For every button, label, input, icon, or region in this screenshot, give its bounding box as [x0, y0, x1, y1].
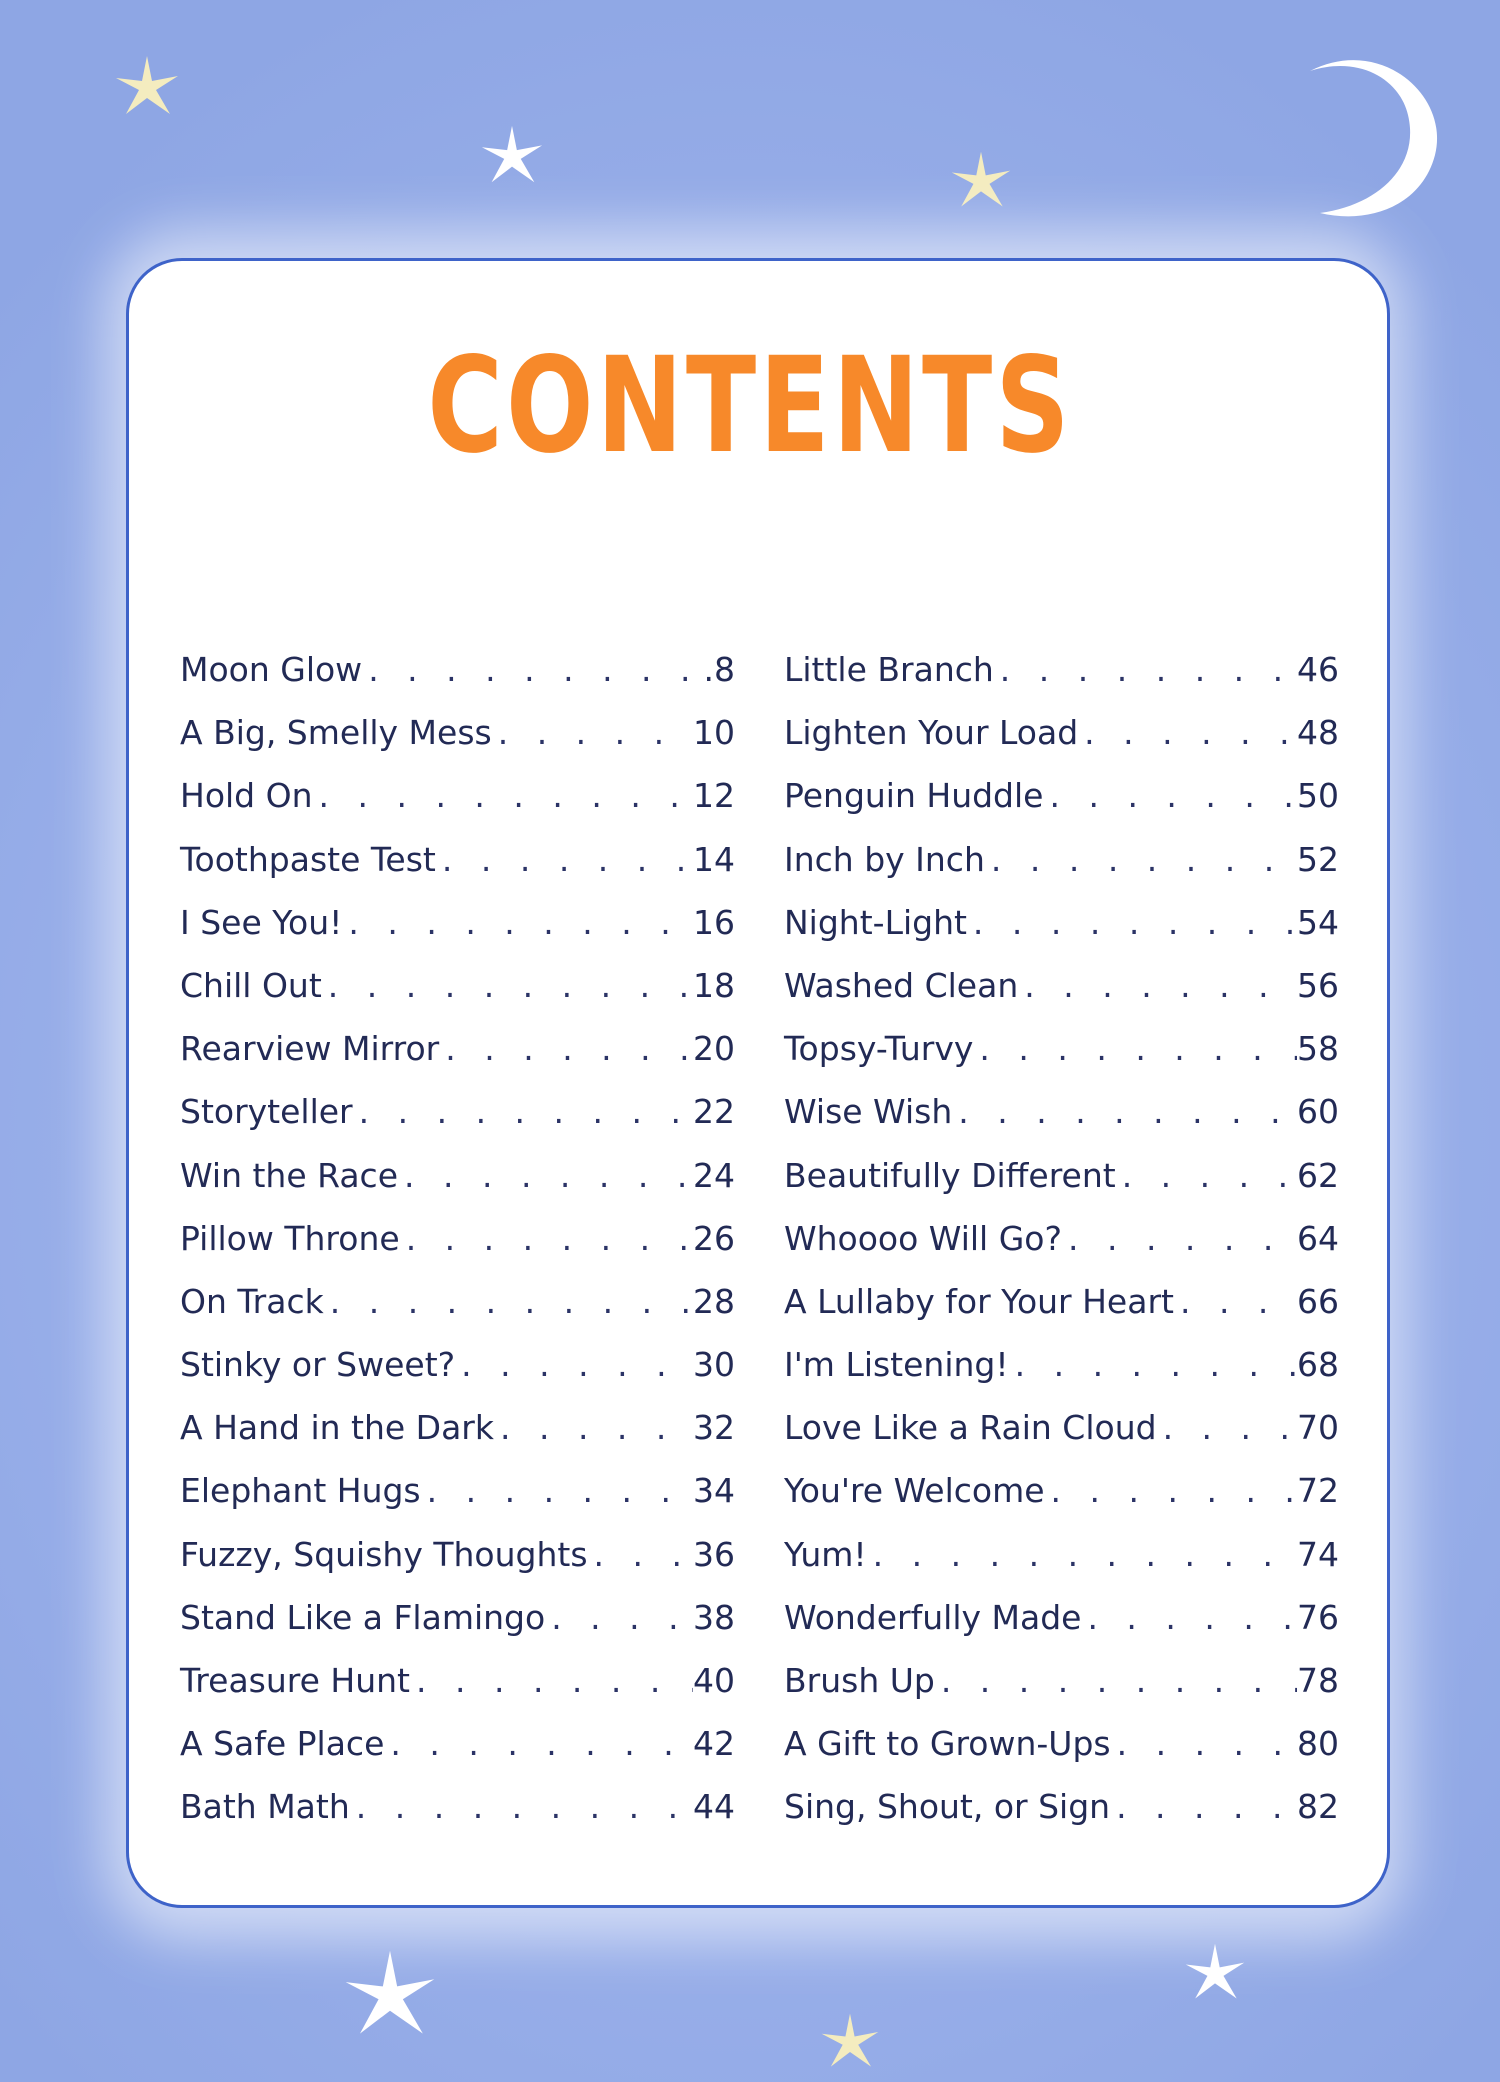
toc-entry — [784, 1535, 1339, 1598]
toc-leader-dots — [324, 1282, 693, 1321]
toc-leader-dots — [994, 650, 1297, 689]
toc-entry-page: 62 — [1297, 1155, 1339, 1195]
star-icon — [1182, 1940, 1248, 2006]
toc-entry — [180, 966, 735, 1029]
toc-entry — [180, 1787, 735, 1850]
star-icon — [112, 52, 182, 122]
toc-entry-page: 68 — [1297, 1345, 1339, 1385]
toc-entry-title: A Gift to Grown-Ups — [784, 1724, 1111, 1764]
toc-entry-page: 46 — [1297, 650, 1339, 689]
toc-leader-dots — [1078, 713, 1297, 752]
toc-entry-page: 52 — [1297, 839, 1339, 879]
toc-leader-dots — [1043, 776, 1297, 815]
toc-leader-dots — [410, 1661, 693, 1700]
toc-entry-title: Inch by Inch — [784, 839, 985, 879]
toc-leader-dots — [313, 776, 694, 815]
toc-entry-title: A Safe Place — [180, 1724, 385, 1764]
toc-leader-dots — [342, 903, 693, 942]
toc-entry-title: Fuzzy, Squishy Thoughts — [180, 1534, 588, 1574]
toc-leader-dots — [935, 1661, 1297, 1700]
toc-entry — [784, 713, 1339, 776]
toc-entry-title: Night-Light — [784, 902, 967, 942]
toc-leader-dots — [1174, 1282, 1297, 1321]
toc-leader-dots — [588, 1535, 693, 1574]
toc-entry-title: Pillow Throne — [180, 1218, 400, 1258]
toc-entry-title: Whoooo Will Go? — [784, 1218, 1062, 1258]
toc-entry-title: Beautifully Different — [784, 1155, 1116, 1195]
toc-entry-title: A Big, Smelly Mess — [180, 713, 492, 753]
toc-entry — [180, 1092, 735, 1155]
toc-entry-title: Topsy-Turvy — [784, 1029, 974, 1069]
toc-entry-page: 80 — [1297, 1724, 1339, 1764]
toc-leader-dots — [362, 650, 703, 689]
toc-leader-dots — [1081, 1598, 1297, 1637]
toc-leader-dots — [492, 713, 693, 752]
toc-leader-dots — [455, 1345, 693, 1384]
toc-entry-page: 56 — [1297, 965, 1339, 1005]
toc-entry-title: Moon Glow — [180, 650, 363, 689]
toc-entry-page: 64 — [1297, 1218, 1339, 1258]
toc-leader-dots — [967, 903, 1297, 942]
toc-entry-title: Wise Wish — [784, 1092, 953, 1132]
toc-entry — [180, 1535, 735, 1598]
toc-entry — [784, 1092, 1339, 1155]
toc-leader-dots — [1045, 1471, 1297, 1510]
toc-entry-page: 30 — [693, 1345, 735, 1385]
toc-entry-title: Brush Up — [784, 1661, 935, 1700]
toc-leader-dots — [439, 1029, 693, 1068]
toc-entry-page: 58 — [1297, 1029, 1339, 1069]
toc-entry-page: 42 — [693, 1724, 735, 1764]
toc-entry — [784, 1724, 1339, 1787]
toc-entry — [784, 1029, 1339, 1092]
toc-entry — [784, 1408, 1339, 1471]
toc-entry-title: Hold On — [180, 776, 313, 816]
toc-entry-page: 66 — [1297, 1281, 1339, 1321]
star-icon — [478, 122, 546, 190]
toc-column-left — [180, 650, 735, 1851]
toc-entry-page: 10 — [693, 713, 735, 753]
toc-entry — [784, 1471, 1339, 1534]
toc-leader-dots — [952, 1092, 1297, 1131]
toc-entry — [180, 1282, 735, 1345]
toc-entry-page: 14 — [693, 839, 735, 879]
toc-entry — [784, 903, 1339, 966]
toc-entry-title: Yum! — [784, 1534, 867, 1574]
toc-leader-dots — [436, 840, 693, 879]
toc-entry — [180, 1219, 735, 1282]
toc-entry — [180, 1029, 735, 1092]
toc-leader-dots — [985, 840, 1297, 879]
toc-entry-title: Lighten Your Load — [784, 713, 1079, 753]
toc-entry-page: 20 — [693, 1029, 735, 1069]
toc-leader-dots — [1116, 1156, 1297, 1195]
toc-leader-dots — [350, 1787, 693, 1826]
toc-entry-page: 40 — [693, 1661, 735, 1700]
toc-entry-title: Rearview Mirror — [180, 1029, 440, 1069]
toc-entry-title: On Track — [180, 1281, 324, 1321]
toc-entry-page: 24 — [693, 1155, 735, 1195]
toc-leader-dots — [398, 1156, 693, 1195]
toc-entry-page: 44 — [693, 1787, 735, 1827]
toc-entry-title: Little Branch — [784, 650, 994, 689]
toc-entry-title: Elephant Hugs — [180, 1471, 421, 1511]
toc-entry-page: 72 — [1297, 1471, 1339, 1511]
toc-entry — [784, 650, 1339, 713]
star-icon — [340, 1945, 440, 2045]
toc-entry-title: Chill Out — [180, 965, 322, 1005]
toc-entry-title: Stand Like a Flamingo — [180, 1597, 546, 1637]
toc-leader-dots — [494, 1408, 693, 1447]
toc-entry — [180, 713, 735, 776]
toc-entry-title: I See You! — [180, 902, 343, 942]
toc-leader-dots — [421, 1471, 693, 1510]
toc-entry — [784, 966, 1339, 1029]
toc-entry — [784, 1219, 1339, 1282]
toc-leader-dots — [1009, 1345, 1297, 1384]
toc-entry-title: Win the Race — [180, 1155, 398, 1195]
toc-entry — [180, 1408, 735, 1471]
toc-entry-page: .8 — [703, 650, 735, 689]
toc-leader-dots — [1111, 1724, 1297, 1763]
toc-entry-page: 12 — [693, 776, 735, 816]
toc-leader-dots — [867, 1535, 1297, 1574]
toc-entry-title: Stinky or Sweet? — [180, 1345, 456, 1385]
toc-entry-page: 54 — [1297, 902, 1339, 942]
page-title: CONTENTS — [427, 329, 1073, 483]
toc-entry-page: 74 — [1297, 1534, 1339, 1574]
toc-entry-page: 22 — [693, 1092, 735, 1132]
toc-entry-page: 70 — [1297, 1408, 1339, 1448]
toc-leader-dots — [1110, 1787, 1297, 1826]
toc-entry — [180, 776, 735, 839]
toc-leader-dots — [400, 1219, 693, 1258]
toc-entry-title: Treasure Hunt — [180, 1661, 411, 1700]
toc-entry — [784, 776, 1339, 839]
toc-entry-title: Penguin Huddle — [784, 776, 1044, 816]
toc-leader-dots — [1018, 966, 1297, 1005]
toc-entry-title: You're Welcome — [784, 1471, 1045, 1511]
toc-entry — [784, 840, 1339, 903]
toc-entry-title: Wonderfully Made — [784, 1597, 1082, 1637]
star-icon — [948, 148, 1014, 214]
toc-entry — [784, 1598, 1339, 1661]
toc-entry — [180, 1598, 735, 1661]
toc-leader-dots — [384, 1724, 693, 1763]
toc-entry-page: 28 — [693, 1281, 735, 1321]
toc-leader-dots — [1157, 1408, 1297, 1447]
toc-entry — [784, 1787, 1339, 1850]
toc-entry — [180, 1471, 735, 1534]
toc-entry-page: 76 — [1297, 1597, 1339, 1637]
toc-entry — [180, 840, 735, 903]
toc-entry-page: 26 — [693, 1218, 735, 1258]
toc-entry-title: Love Like a Rain Cloud — [784, 1408, 1157, 1448]
toc-leader-dots — [353, 1092, 693, 1131]
toc-entry-title: A Hand in the Dark — [180, 1408, 494, 1448]
toc-column-right — [784, 650, 1339, 1851]
toc-entry-title: Storyteller — [180, 1092, 353, 1132]
toc-entry — [784, 1156, 1339, 1219]
toc-entry-page: 48 — [1297, 713, 1339, 753]
toc-entry — [784, 1345, 1339, 1408]
toc-leader-dots — [545, 1598, 693, 1637]
toc-entry — [180, 1345, 735, 1408]
toc-entry-page: 32 — [693, 1408, 735, 1448]
toc-entry-page: 60 — [1297, 1092, 1339, 1132]
toc-entry-title: I'm Listening! — [784, 1345, 1009, 1385]
toc-entry — [180, 1156, 735, 1219]
toc-entry-page: 50 — [1297, 776, 1339, 816]
toc-entry — [784, 1661, 1339, 1724]
toc-leader-dots — [973, 1029, 1297, 1068]
star-icon — [818, 2010, 882, 2074]
toc-entry-title: Bath Math — [180, 1787, 350, 1827]
toc-entry-page: 18 — [693, 965, 735, 1005]
toc-entry-title: A Lullaby for Your Heart — [784, 1281, 1174, 1321]
toc-entry-page: 34 — [693, 1471, 735, 1511]
toc-entry — [180, 1724, 735, 1787]
toc-entry — [784, 1282, 1339, 1345]
toc-entry — [180, 903, 735, 966]
toc-entry-page: 16 — [693, 902, 735, 942]
toc-entry-title: Washed Clean — [784, 965, 1019, 1005]
crescent-moon-icon — [1290, 35, 1460, 225]
toc-entry-page: 82 — [1297, 1787, 1339, 1827]
toc-entry-title: Sing, Shout, or Sign — [784, 1787, 1111, 1827]
toc-entry-page: 78 — [1297, 1661, 1339, 1700]
toc-entry — [180, 650, 735, 713]
toc-entry-title: Toothpaste Test — [180, 839, 436, 879]
toc-entry-page: 38 — [693, 1597, 735, 1637]
toc-entry — [180, 1661, 735, 1724]
toc-leader-dots — [322, 966, 693, 1005]
toc-leader-dots — [1062, 1219, 1297, 1258]
toc-entry-page: 36 — [693, 1534, 735, 1574]
